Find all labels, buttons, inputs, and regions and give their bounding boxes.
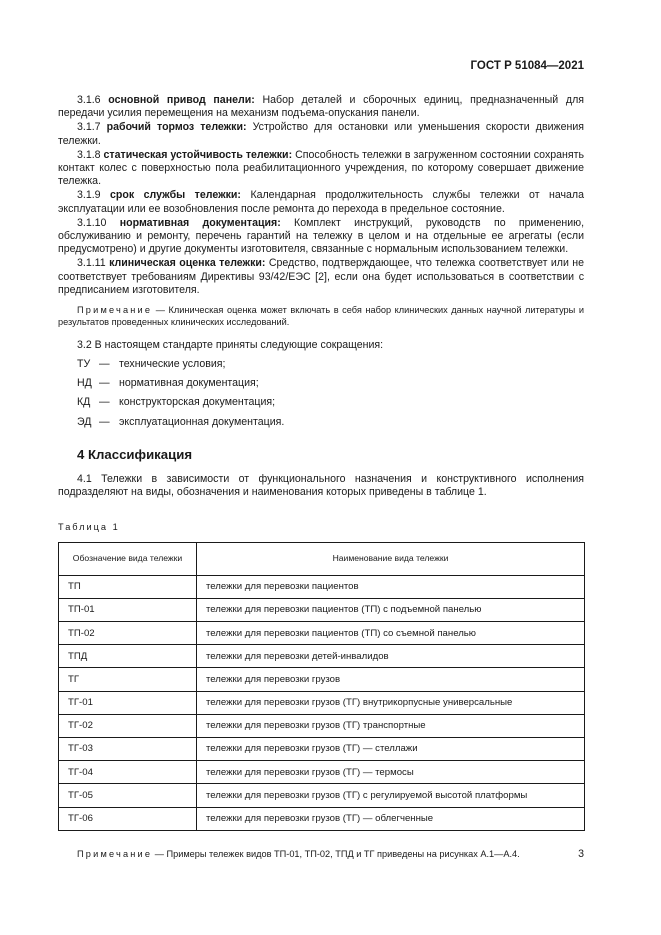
abbreviation-item: [77, 416, 584, 429]
definition-3-1-10: [58, 217, 584, 257]
table-caption: Таблица 1: [58, 522, 120, 533]
cell-name: тележки для перевозки детей-инвалидов: [197, 645, 585, 668]
cell-name: тележки для перевозки грузов: [197, 668, 585, 691]
abbreviation-item: [77, 358, 584, 371]
cell-designation: ТГ-01: [59, 691, 197, 714]
page-content: [58, 94, 584, 861]
cell-designation: ТП-02: [59, 622, 197, 645]
definition-number: 3.1.7: [77, 121, 101, 134]
cell-designation: ТП-01: [59, 598, 197, 621]
definition-term: клиническая оценка тележки:: [109, 257, 266, 270]
paragraph-4-1: 4.1 Тележки в зависимости от функционального назначения и конструктивного исполнения подразделяют на виды, обозначения и наименования которых приведены в таблице 1.: [58, 473, 584, 499]
table-row: [59, 738, 585, 761]
cell-name: тележки для перевозки грузов (ТГ) внутрикорпусные универсальные: [197, 691, 585, 714]
abbreviations-intro: 3.2 В настоящем стандарте приняты следующие сокращения:: [77, 338, 384, 351]
definition-3-1-7: [58, 121, 584, 147]
table-header-designation: Обозначение вида тележки: [59, 542, 197, 575]
table-row: [59, 598, 585, 621]
table-row: [59, 714, 585, 737]
definition-text: Набор деталей и сборочных единиц, предназначенный для передачи усилия перемещения на механизм подъема-опускания панели.: [58, 94, 584, 120]
abbreviation-key: ТУ: [77, 358, 91, 371]
table-header-name: Наименование вида тележки: [197, 542, 585, 575]
definition-term: срок службы тележки:: [110, 189, 241, 202]
table-body: [59, 575, 585, 830]
abbreviation-text: нормативная документация;: [119, 377, 259, 390]
cell-name: тележки для перевозки пациентов: [197, 575, 585, 598]
definition-3-1-6: [58, 94, 584, 120]
abbreviation-key: КД: [77, 396, 91, 409]
table-row: [59, 622, 585, 645]
table-row: [59, 784, 585, 807]
cell-designation: ТГ-02: [59, 714, 197, 737]
document-header: ГОСТ Р 51084—2021: [470, 60, 584, 72]
definition-number: 3.1.6: [77, 94, 101, 106]
cell-designation: ТП: [59, 575, 197, 598]
definition-text: Календарная продолжительность службы тележки от начала эксплуатации или ее возобновления после ремонта до перехода в предельное состояние.: [58, 189, 585, 215]
definition-text: Способность тележки в загруженном состоянии сохранять контакт колес с поверхностью пола реабилитационного учреждения, по которому совершает движение тележка.: [58, 148, 584, 188]
abbreviation-item: [77, 377, 584, 390]
table-row: [59, 668, 585, 691]
abbreviation-key: ЭД: [77, 415, 92, 428]
abbreviation-text: эксплуатационная документация.: [119, 415, 285, 428]
cell-designation: ТПД: [59, 645, 197, 668]
note-examples: [77, 848, 584, 861]
definition-text: Средство, подтверждающее, что тележка соответствует или не соответствует требованиям Директивы 93/42/ЕЭС [2], если она будет использоваться в соответствии с предписанием изготовителя.: [58, 257, 585, 296]
cell-name: тележки для перевозки грузов (ТГ) — стеллажи: [197, 738, 585, 761]
definition-term: нормативная документация:: [119, 216, 281, 229]
table-row: [59, 691, 585, 714]
definition-3-1-11: [58, 257, 584, 297]
abbreviation-text: конструкторская документация;: [119, 396, 276, 409]
cell-name: тележки для перевозки грузов (ТГ) — термосы: [197, 761, 585, 784]
section-title: 4 Классификация: [77, 446, 193, 462]
definition-term: рабочий тормоз тележки:: [106, 121, 247, 134]
definition-3-1-8: [58, 149, 584, 189]
definition-number: 3.1.8: [77, 148, 101, 161]
note-label: Примечание: [77, 305, 153, 316]
definition-3-1-9: [58, 189, 584, 215]
cell-name: тележки для перевозки пациентов (ТП) с подъемной панелью: [197, 598, 585, 621]
definition-number: 3.1.10: [77, 216, 107, 229]
cell-designation: ТГ-06: [59, 807, 197, 830]
cell-designation: ТГ: [59, 668, 197, 691]
abbreviation-item: [77, 396, 584, 409]
table-row: [59, 807, 585, 830]
table-row: [59, 575, 585, 598]
abbreviation-dash: —: [99, 415, 110, 428]
abbreviation-key: НД: [77, 377, 92, 390]
cell-name: тележки для перевозки пациентов (ТП) со съемной панелью: [197, 622, 585, 645]
note-label: Примечание: [77, 848, 153, 859]
cell-name: тележки для перевозки грузов (ТГ) с регулируемой высотой платформы: [197, 784, 585, 807]
abbreviation-dash: —: [99, 358, 110, 371]
classification-table: [58, 542, 585, 831]
definition-term: основной привод панели:: [108, 94, 255, 106]
abbreviation-dash: —: [99, 396, 110, 409]
cell-name: тележки для перевозки грузов (ТГ) транспортные: [197, 714, 585, 737]
table-row: [59, 761, 585, 784]
definition-text: Устройство для остановки или уменьшения скорости движения тележки.: [58, 121, 584, 147]
note-text: — Примеры тележек видов ТП-01, ТП-02, ТПД и ТГ приведены на рисунках А.1—А.4.: [152, 848, 520, 859]
table-row: [59, 645, 585, 668]
cell-name: тележки для перевозки грузов (ТГ) — облегченные: [197, 807, 585, 830]
cell-designation: ТГ-03: [59, 738, 197, 761]
definition-term: статическая устойчивость тележки:: [103, 148, 293, 161]
definition-number: 3.1.9: [77, 189, 101, 202]
definition-number: 3.1.11: [77, 257, 106, 270]
cell-designation: ТГ-04: [59, 761, 197, 784]
abbreviation-text: технические условия;: [119, 358, 226, 371]
page-number: 3: [578, 848, 584, 860]
definition-text: Комплект инструкций, руководств по применению, обслуживанию и ремонту, перечень гарантий на тележку в целом и на отдельные ее агрегаты (если предусмотрено) и другие документы изготовителя, связанные с нормальным использованием тележки.: [58, 216, 585, 256]
abbreviation-dash: —: [99, 377, 110, 390]
cell-designation: ТГ-05: [59, 784, 197, 807]
note-clinical-evaluation: [58, 304, 584, 329]
definitions-list: [58, 94, 584, 297]
table-header-row: [59, 542, 585, 575]
note-text: — Клиническая оценка может включать в себя набор клинических данных научной литературы и результатов проведенных клинических исследований.: [58, 305, 584, 328]
abbreviations-list: [58, 358, 584, 429]
